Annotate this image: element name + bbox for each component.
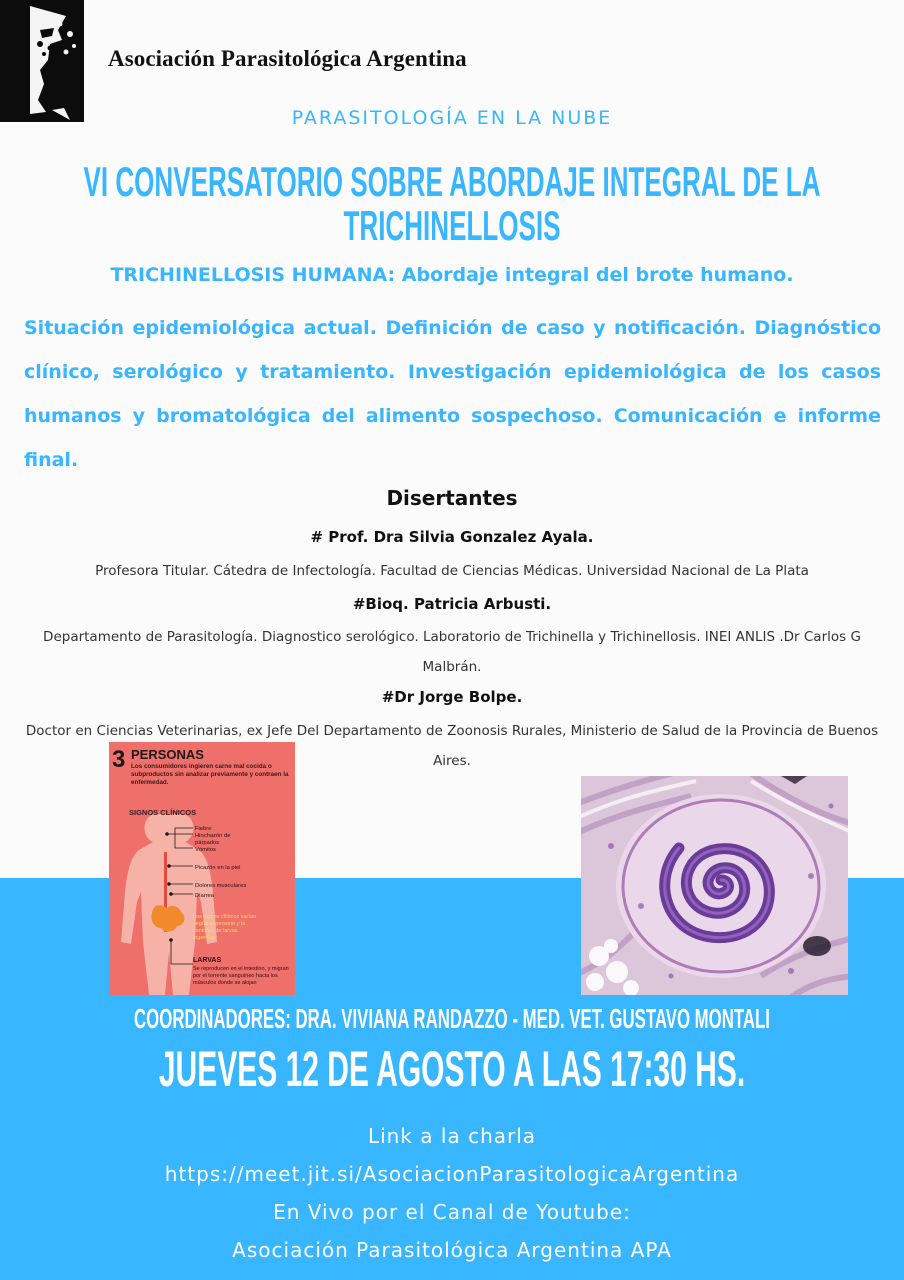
infographic-heading: PERSONAS [131,747,204,762]
speaker-name: # Prof. Dra Silvia Gonzalez Ayala. [310,528,594,546]
speakers-heading: Disertantes [386,486,518,510]
link-label: Link a la charla [367,1124,537,1148]
sign-item: Fiebre [195,826,212,832]
event-summary: Situación epidemiológica actual. Definición de caso y notificación. Diagnóstico clínico, serológico y tratamiento. Investigación epidemiológica de los casos humanos y bromatológica del alimento sospechoso. Comunicación e informe final. [24,317,881,471]
sign-item: Diarrea [195,893,215,899]
trichinella-micrograph [581,776,848,995]
clinical-signs-infographic [109,742,295,995]
sign-item: Vómitos [195,847,216,853]
larvae-text: Se reproducen en el intestino, y migran por el torrente sanguíneo hacia los músculos donde se alojan [193,966,289,986]
apa-logo [0,0,84,122]
signs-heading: SIGNOS CLÍNICOS [129,808,197,817]
youtube-channel[interactable]: Asociación Parasitológica Argentina APA [232,1238,672,1262]
sign-item: Hinchazón de párpados [195,833,231,846]
sign-item: Picazón en la piel [195,865,241,871]
meeting-link[interactable]: https://meet.jit.si/AsociacionParasitologicaArgentina [164,1162,740,1186]
sign-item: Dolores musculares [195,883,247,889]
infographic-intro: Los consumidores ingieren carne mal cocida o subproductos sin analizar previamente y contraen la enfermedad. [131,763,289,786]
speaker-description: Profesora Titular. Cátedra de Infectología. Facultad de Ciencias Médicas. Universidad Nacional de La Plata [95,563,809,579]
event-subtitle: TRICHINELLOSIS HUMANA: Abordaje integral del brote humano. [110,264,794,286]
youtube-label: En Vivo por el Canal de Youtube: [273,1200,631,1224]
org-name: Asociación Parasitológica Argentina [108,46,467,71]
speaker-description: Departamento de Parasitología. Diagnostico serológico. Laboratorio de Trichinella y Trichinellosis. INEI ANLIS .Dr Carlos G Malbrán. [43,629,861,675]
series-label: PARASITOLOGÍA EN LA NUBE [291,107,613,129]
larva-micrograph-image [581,776,848,995]
apa-logo-icon [0,0,84,122]
infographic-number: 3 [112,746,126,773]
event-date: JUEVES 12 DE AGOSTO A LAS 17:30 HS. [158,1041,746,1097]
event-title-line1: VI CONVERSATORIO SOBRE ABORDAJE INTEGRAL DE LA [83,158,821,205]
coordinators: COORDINADORES: DRA. VIVIANA RANDAZZO - MED. VET. GUSTAVO MONTALI [134,1003,770,1034]
speaker-name: #Dr Jorge Bolpe. [381,688,523,706]
speaker-name: #Bioq. Patricia Arbusti. [352,595,552,613]
event-title [17,160,887,248]
larvae-heading: LARVAS [193,957,222,964]
event-title-line2: TRICHINELLOSIS [343,202,561,249]
speaker-description: Doctor en Ciencias Veterinarias, ex Jefe Del Departamento de Zoonosis Rurales, Ministerio de Salud de la Provincia de Buenos Aires. [25,723,879,769]
infographic-note: Los signos clínicos varían según la persona y la cantidad de larvas ingeridas [193,914,256,941]
